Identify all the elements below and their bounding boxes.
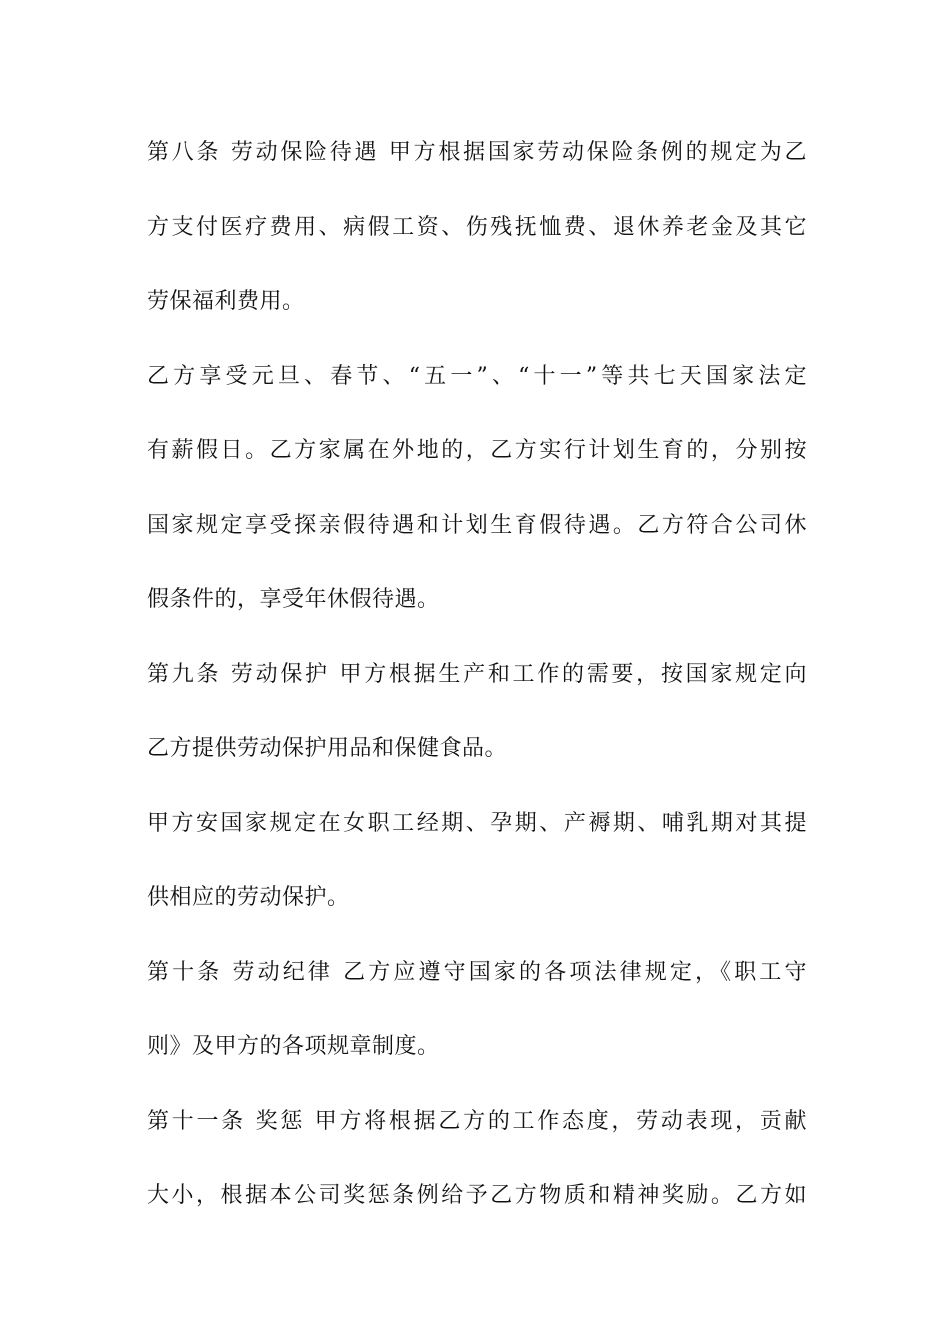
text-line-8: 第九条 劳动保护 甲方根据生产和工作的需要，按国家规定向 [147,661,807,687]
text-line-15: 大小，根据本公司奖惩条例给予乙方物质和精神奖励。乙方如 [147,1183,807,1208]
text-line-3: 劳保福利费用。 [147,289,305,314]
text-line-2: 方支付医疗费用、病假工资、伤残抚恤费、退休养老金及其它 [147,214,807,240]
document-body [147,127,807,1245]
text-line-13: 则》及甲方的各项规章制度。 [147,1034,440,1059]
text-line-4: 乙方享受元旦、春节、“五一”、“十一”等共七天国家法定 [147,363,807,389]
text-line-11: 供相应的劳动保护。 [147,885,350,910]
text-line-5: 有薪假日。乙方家属在外地的，乙方实行计划生育的，分别按 [147,438,807,463]
text-line-6: 国家规定享受探亲假待遇和计划生育假待遇。乙方符合公司休 [147,512,807,538]
text-line-1: 第八条 劳动保险待遇 甲方根据国家劳动保险条例的规定为乙 [147,140,807,165]
text-line-10: 甲方安国家规定在女职工经期、孕期、产褥期、哺乳期对其提 [147,810,807,836]
text-line-9: 乙方提供劳动保护用品和保健食品。 [147,736,508,761]
text-line-7: 假条件的，享受年休假待遇。 [147,587,440,612]
text-line-12: 第十条 劳动纪律 乙方应遵守国家的各项法律规定，《职工守 [147,959,807,985]
text-line-14: 第十一条 奖惩 甲方将根据乙方的工作态度，劳动表现，贡献 [147,1108,807,1134]
